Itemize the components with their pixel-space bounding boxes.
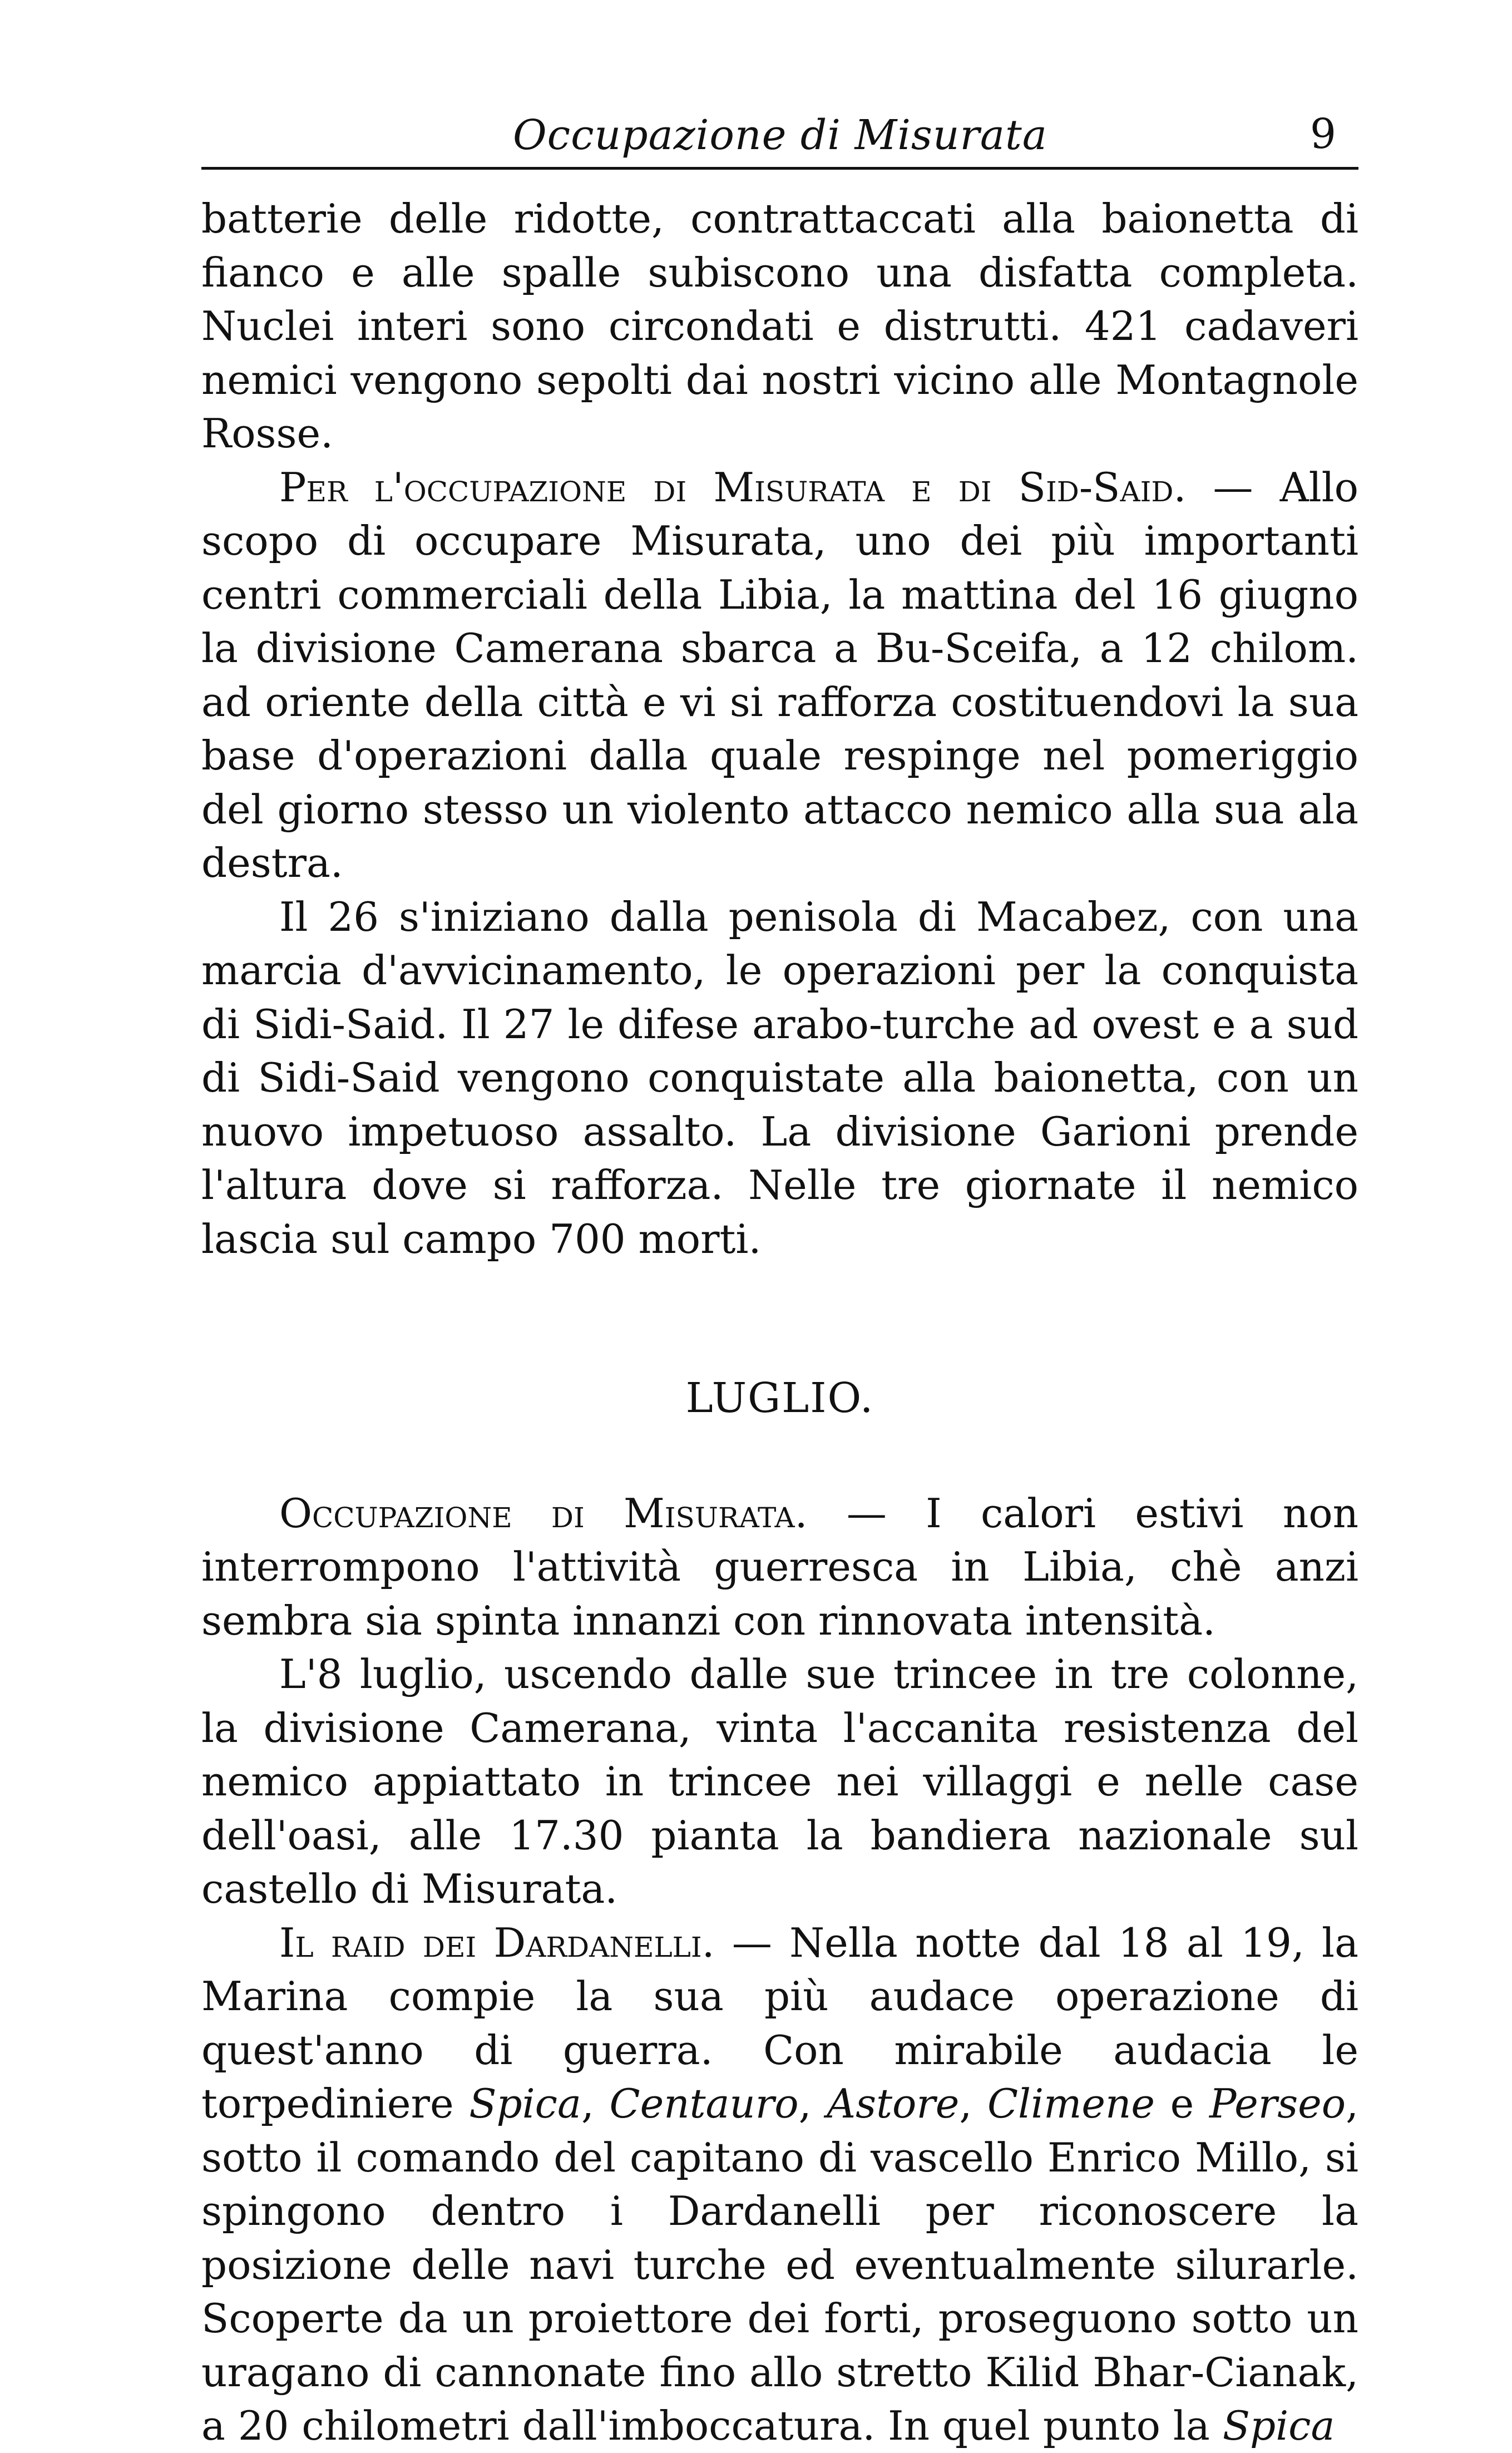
book-page xyxy=(201,106,1358,2453)
ship-name: Climene xyxy=(987,2080,1155,2127)
running-title: Occupazione di Misurata xyxy=(513,111,1047,159)
separator: , xyxy=(798,2080,827,2127)
paragraph-6-text-b: , sotto il comando del capitano di vascello Enrico Millo, si spingono dentro i Dardanelli per riconoscere la posizione delle navi turche ed eventualmente silurarle. Scoperte da un proiettore dei forti, proseguono sotto un uragano di cannonate fino allo stretto Kilid Bhar-Cianak, a 20 chilometri dall'imboccatura. In quel punto la xyxy=(201,2080,1358,2449)
ship-name: Spica xyxy=(469,2080,581,2127)
body-text xyxy=(201,192,1358,2453)
paragraph-3: Il 26 s'iniziano dalla penisola di Macabez, con una marcia d'avvicinamento, le operazioni per la conquista di Sidi-Said. Il 27 le difese arabo-turche ad ovest e a sud di Sidi-Said vengono conquistate alla baionetta, con un nuovo impetuoso assalto. La divisione Garioni prende l'altura dove si rafforza. Nelle tre giornate il nemico lascia sul campo 700 morti. xyxy=(201,893,1358,1262)
ship-name: Astore xyxy=(827,2080,960,2127)
paragraph-2 xyxy=(201,461,1358,890)
paragraph-2-heading: Per l'occupazione di Misurata e di Sid-Said. xyxy=(279,463,1187,511)
ship-name: Spica xyxy=(1222,2402,1335,2449)
separator: e xyxy=(1154,2080,1209,2127)
paragraph-1: batterie delle ridotte, contrattaccati alla baionetta di fianco e alle spalle subiscono una disfatta completa. Nuclei interi sono circondati e distrutti. 421 cadaveri nemici vengono sepolti dai nostri vicino alle Montagnole Rosse. xyxy=(201,195,1358,457)
paragraph-4 xyxy=(201,1487,1358,1648)
paragraph-6-text-a: — Nella notte dal 18 al 19, la Marina compie la sua più audace operazione di quest'anno di guerra. Con mirabile audacia le torpediniere xyxy=(201,1919,1358,2127)
page-number: 9 xyxy=(1310,110,1336,158)
running-header xyxy=(201,106,1358,170)
paragraph-4-heading: Occupazione di Misurata. xyxy=(279,1489,808,1537)
separator: , xyxy=(581,2080,610,2127)
ship-name: Perseo xyxy=(1209,2080,1346,2127)
paragraph-4-text: — I calori estivi non interrompono l'attività guerresca in Libia, chè anzi sembra sia spinta innanzi con rinnovata intensità. xyxy=(201,1489,1358,1644)
separator: , xyxy=(959,2080,987,2127)
section-title: LUGLIO. xyxy=(685,1374,874,1422)
paragraph-5: L'8 luglio, uscendo dalle sue trincee in tre colonne, la divisione Camerana, vinta l'accanita resistenza del nemico appiattato in trincee nei villaggi e nelle case dell'oasi, alle 17.30 pianta la bandiera nazionale sul castello di Misurata. xyxy=(201,1651,1358,1912)
paragraph-6 xyxy=(201,1916,1358,2453)
paragraph-2-text: — Allo scopo di occupare Misurata, uno dei più importanti centri commerciali della Libia, la mattina del 16 giugno la divisione Camerana sbarca a Bu-Sceifa, a 12 chilom. ad oriente della città e vi si rafforza costituendovi la sua base d'operazioni dalla quale respinge nel pomeriggio del giorno stesso un violento attacco nemico alla sua ala destra. xyxy=(201,463,1358,886)
paragraph-6-heading: Il raid dei Dardanelli. xyxy=(279,1919,715,1966)
ship-name: Centauro xyxy=(609,2080,799,2127)
